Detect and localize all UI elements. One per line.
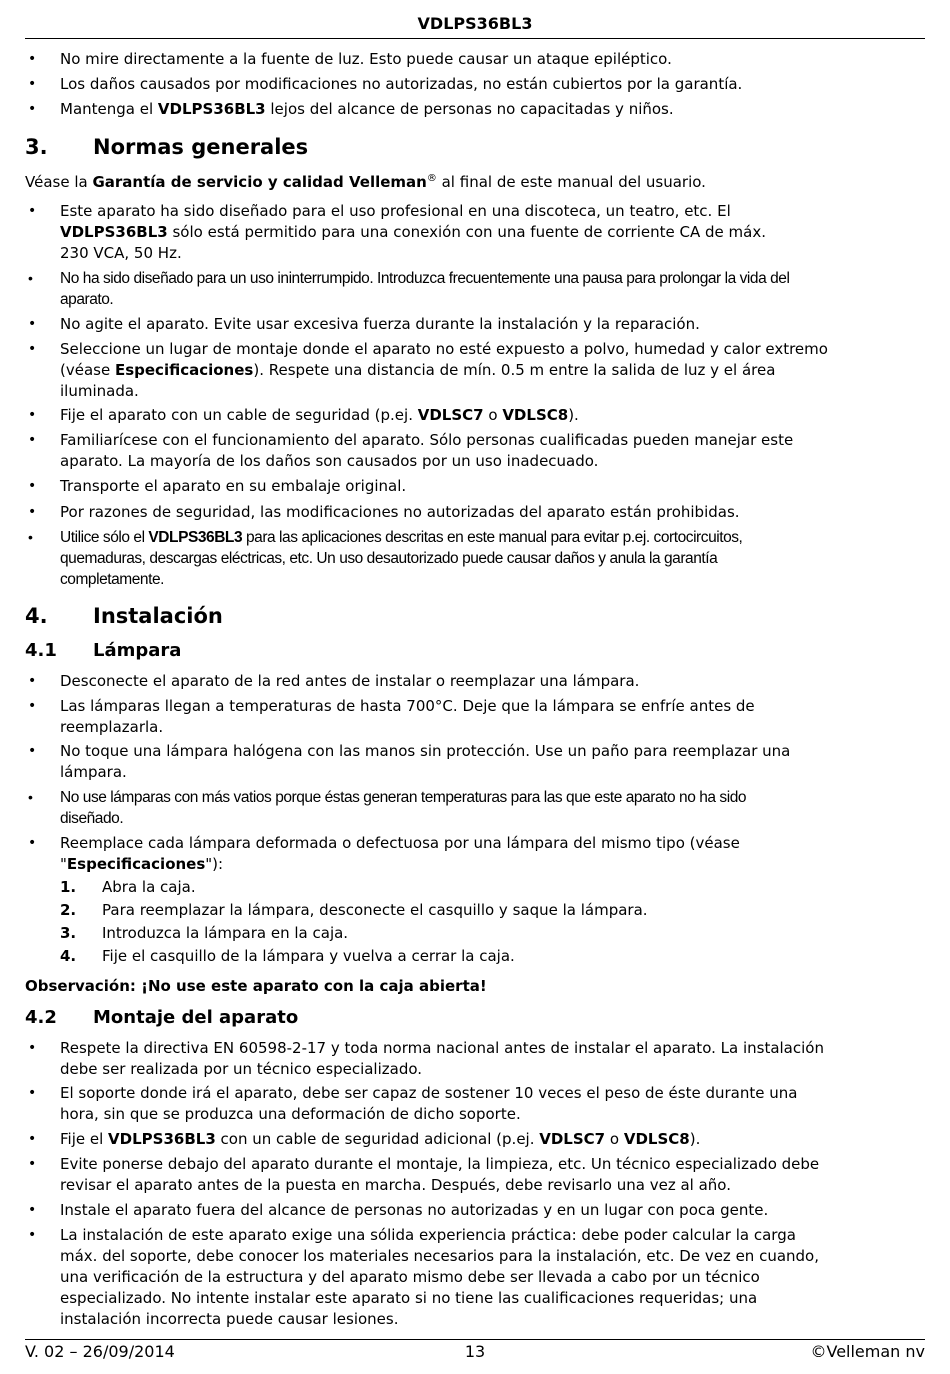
page-header-title: VDLPS36BL3 xyxy=(417,14,533,33)
step-item: 3. Introduzca la lámpara en la caja. xyxy=(60,924,349,942)
footer-version: V. 02 – 26/09/2014 xyxy=(25,1342,175,1361)
footer-divider xyxy=(25,1339,925,1340)
list-item: • Evite ponerse debajo del aparato durante el montaje, la limpieza, etc. Un técnico especializado debe revisar el aparato antes de la puesta en marcha. Después, debe revisarlo una vez al año. xyxy=(25,1154,930,1196)
section-heading-3: 3. Normas generales xyxy=(25,135,309,159)
list-item: • Familiarícese con el funcionamiento del aparato. Sólo personas cualificadas pueden manejar este aparato. La mayoría de los daños son causados por un uso inadecuado. xyxy=(25,430,930,472)
footer-copyright: ©Velleman nv xyxy=(810,1342,925,1361)
list-item: • Las lámparas llegan a temperaturas de hasta 700°C. Deje que la lámpara se enfríe antes de reemplazarla. xyxy=(25,696,930,738)
step-item: 4. Fije el casquillo de la lámpara y vuelva a cerrar la caja. xyxy=(60,947,515,965)
list-item: • La instalación de este aparato exige una sólida experiencia práctica: debe poder calcular la carga máx. del soporte, debe conocer los materiales necesarios para la instalación, etc. De vez en cuando, una verificación de la estructura y del aparato mismo debe ser llevada a cabo por un técnico especializado. No intente instalar este aparato si no tiene las cualificaciones requeridas; una instalación incorrecta puede causar lesiones. xyxy=(25,1225,930,1330)
page-footer xyxy=(25,1342,925,1368)
subsection-heading-4-1: 4.1 Lámpara xyxy=(25,640,182,661)
list-item: • Respete la directiva EN 60598-2-17 y toda norma nacional antes de instalar el aparato. La instalación debe ser realizada por un técnico especializado. xyxy=(25,1038,930,1080)
list-item: • Seleccione un lugar de montaje donde el aparato no esté expuesto a polvo, humedad y calor extremo (véase Especificaciones). Respete una distancia de mín. 0.5 m entre la salida de luz y el área iluminada. xyxy=(25,339,930,402)
section-intro: Véase la Garantía de servicio y calidad Velleman® al final de este manual del usuario. xyxy=(25,173,706,191)
list-item: • Fije el aparato con un cable de seguridad (p.ej. VDLSC7 o VDLSC8). xyxy=(25,405,930,426)
list-item: • Reemplace cada lámpara deformada o defectuosa por una lámpara del mismo tipo (véase "Especificaciones"): xyxy=(25,833,930,875)
list-item: • Desconecte el aparato de la red antes de instalar o reemplazar una lámpara. xyxy=(25,671,930,692)
warning-note: Observación: ¡No use este aparato con la caja abierta! xyxy=(25,977,487,995)
footer-page-number: 13 xyxy=(464,1342,486,1361)
list-item: • No ha sido diseñado para un uso ininterrumpido. Introduzca frecuentemente una pausa para prolongar la vida del aparato. xyxy=(25,268,930,310)
list-item: • Mantenga el VDLPS36BL3 lejos del alcance de personas no capacitadas y niños. xyxy=(25,99,930,120)
list-item: • Fije el VDLPS36BL3 con un cable de seguridad adicional (p.ej. VDLSC7 o VDLSC8). xyxy=(25,1129,930,1150)
list-item: • Este aparato ha sido diseñado para el uso profesional en una discoteca, un teatro, etc. El VDLPS36BL3 sólo está permitido para una conexión con una fuente de corriente CA de máx. 230 VCA, 50 Hz. xyxy=(25,201,930,264)
list-item: • No toque una lámpara halógena con las manos sin protección. Use un paño para reemplazar una lámpara. xyxy=(25,741,930,783)
subsection-heading-4-2: 4.2 Montaje del aparato xyxy=(25,1007,299,1028)
list-item: • Transporte el aparato en su embalaje original. xyxy=(25,476,930,497)
list-item: • El soporte donde irá el aparato, debe ser capaz de sostener 10 veces el peso de éste durante una hora, sin que se produzca una deformación de dicho soporte. xyxy=(25,1083,930,1125)
step-item: 2. Para reemplazar la lámpara, desconecte el casquillo y saque la lámpara. xyxy=(60,901,648,919)
list-item: • Instale el aparato fuera del alcance de personas no autorizadas y en un lugar con poca gente. xyxy=(25,1200,930,1221)
list-item: • Los daños causados por modificaciones no autorizadas, no están cubiertos por la garantía. xyxy=(25,74,930,95)
list-item: • Utilice sólo el VDLPS36BL3 para las aplicaciones descritas en este manual para evitar p.ej. cortocircuitos, quemaduras, descargas eléctricas, etc. Un uso desautorizado puede causar daños y anula la garantía completamente. xyxy=(25,527,930,590)
list-item: • No mire directamente a la fuente de luz. Esto puede causar un ataque epiléptico. xyxy=(25,49,930,70)
list-item: • No agite el aparato. Evite usar excesiva fuerza durante la instalación y la reparación. xyxy=(25,314,930,335)
header-divider xyxy=(25,38,925,39)
list-item: • No use lámparas con más vatios porque éstas generan temperaturas para las que este aparato no ha sido diseñado. xyxy=(25,787,930,829)
section-heading-4: 4. Instalación xyxy=(25,604,223,628)
step-item: 1. Abra la caja. xyxy=(60,878,196,896)
list-item: • Por razones de seguridad, las modificaciones no autorizadas del aparato están prohibidas. xyxy=(25,502,930,523)
